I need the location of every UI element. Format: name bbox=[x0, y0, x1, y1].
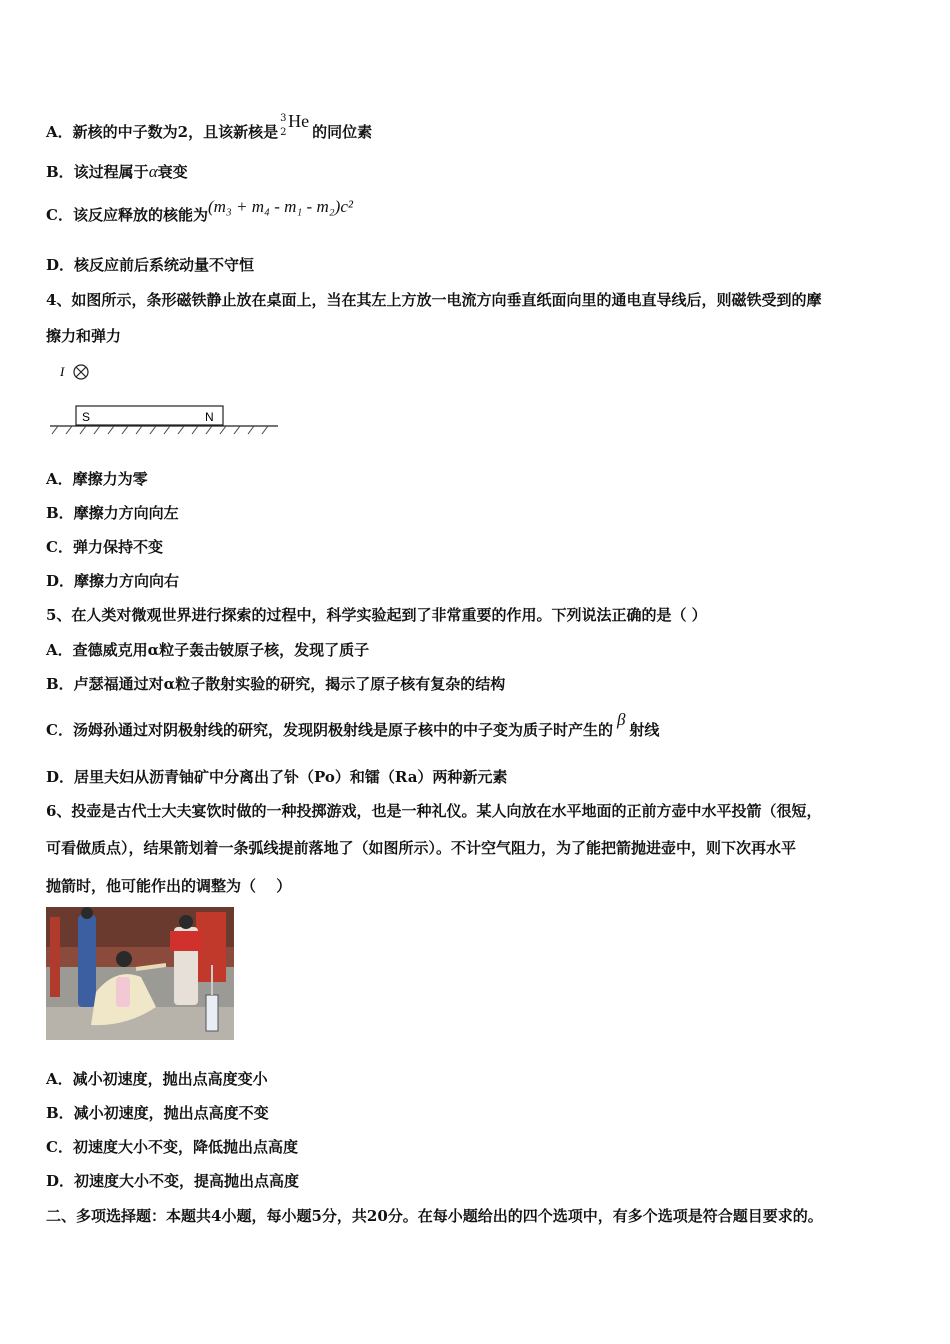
q3-option-c bbox=[46, 197, 353, 225]
nuclide-atomic-number: 2 bbox=[280, 127, 287, 138]
q3-option-c-text: C．该反应释放的核能为 bbox=[46, 206, 208, 224]
q6-stem-line1: 6、投壶是古代士大夫宴饮时做的一种投掷游戏，也是一种礼仪。某人向放在水平地面的正前方壶中水平投箭（很短， bbox=[46, 802, 822, 820]
q3-option-a bbox=[46, 111, 373, 142]
q5-option-d: D．居里夫妇从沥青铀矿中分离出了钋（Po）和镭（Ra）两种新元素 bbox=[46, 768, 508, 786]
nuclide-symbol: He bbox=[288, 111, 310, 131]
q6-option-a: A．减小初速度，抛出点高度变小 bbox=[46, 1070, 268, 1088]
current-label: I bbox=[60, 364, 65, 379]
q4-option-a: A．摩擦力为零 bbox=[46, 470, 148, 488]
helium-nuclide bbox=[278, 111, 312, 141]
current-into-page-icon bbox=[74, 365, 88, 379]
q5-option-b: B．卢瑟福通过对α粒子散射实验的研究，揭示了原子核有复杂的结构 bbox=[46, 675, 506, 693]
north-pole-label: N bbox=[205, 410, 214, 424]
q3-option-a-text: A．新核的中子数为2，且该新核是 bbox=[46, 123, 279, 141]
q6-stem-line2: 可看做质点），结果箭划着一条弧线提前落地了（如图所示）。不计空气阻力，为了能把箭抛进壶中，则下次再水平 bbox=[46, 839, 797, 857]
q3-option-b bbox=[46, 162, 188, 182]
q6-option-b: B．减小初速度，抛出点高度不变 bbox=[46, 1104, 269, 1122]
q5-stem: 5、在人类对微观世界进行探索的过程中，科学实验起到了非常重要的作用。下列说法正确的是（ ） bbox=[46, 606, 707, 624]
q3-option-d: D．核反应前后系统动量不守恒 bbox=[46, 256, 255, 274]
q3-option-a-suffix: 的同位素 bbox=[312, 123, 373, 141]
magnet-diagram bbox=[46, 360, 282, 440]
q4-option-b: B．摩擦力方向向左 bbox=[46, 504, 179, 522]
table-hatching bbox=[52, 426, 268, 434]
q3-option-b-suffix: 衰变 bbox=[157, 163, 188, 181]
energy-formula: (m₃ + m₄ - m₁ - m₂)c² bbox=[207, 197, 353, 216]
q5-option-c-text: C．汤姆孙通过对阴极射线的研究，发现阴极射线是原子核中的中子变为质子时产生的 bbox=[46, 721, 613, 739]
q4-option-d: D．摩擦力方向向右 bbox=[46, 572, 180, 590]
q5-option-c bbox=[46, 710, 660, 740]
touhu-game-photo bbox=[46, 907, 234, 1040]
south-pole-label: S bbox=[82, 410, 91, 424]
q6-option-d: D．初速度大小不变，提高抛出点高度 bbox=[46, 1172, 300, 1190]
alpha-symbol: α bbox=[148, 162, 158, 181]
q3-option-b-text: B．该过程属于 bbox=[46, 163, 149, 181]
q4-option-c: C．弹力保持不变 bbox=[46, 538, 163, 556]
q4-stem-line1: 4、如图所示，条形磁铁静止放在桌面上，当在其左上方放一电流方向垂直纸面向里的通电直导线后，则磁铁受到的摩 bbox=[46, 291, 822, 309]
q5-option-a: A．查德威克用α粒子轰击铍原子核，发现了质子 bbox=[46, 641, 370, 659]
q5-option-c-suffix: 射线 bbox=[629, 721, 660, 739]
q6-option-c: C．初速度大小不变，降低抛出点高度 bbox=[46, 1138, 298, 1156]
q4-stem-line2: 擦力和弹力 bbox=[46, 327, 122, 345]
beta-symbol: β bbox=[616, 710, 626, 729]
section2-heading: 二、多项选择题：本题共4小题，每小题5分，共20分。在每小题给出的四个选项中，有多个选项是符合题目要求的。 bbox=[46, 1207, 823, 1225]
q6-stem-line3: 抛箭时，他可能作出的调整为（ ） bbox=[46, 877, 292, 895]
nuclide-mass-number: 3 bbox=[280, 113, 287, 124]
bar-magnet bbox=[76, 406, 223, 425]
